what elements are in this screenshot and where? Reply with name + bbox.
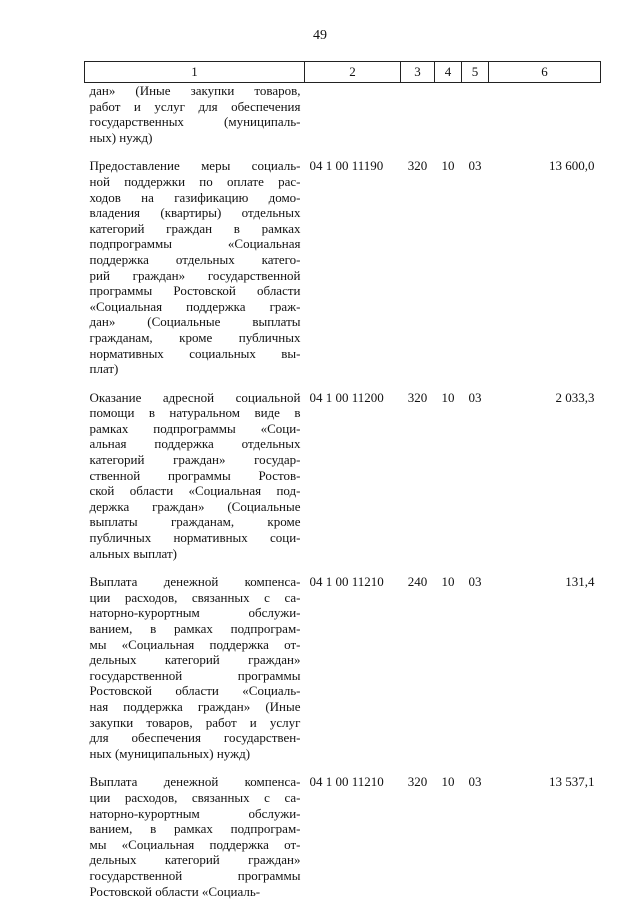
- section-cell: [435, 83, 462, 159]
- subsection-cell: [462, 83, 489, 159]
- expense-type-cell: [401, 83, 435, 159]
- description-line: работ и услуг для обеспечения: [89, 98, 301, 114]
- description-line: публичных нормативных соци-: [89, 530, 301, 546]
- row-description: [85, 390, 305, 575]
- description-line: ской области «Социальная под-: [89, 483, 301, 499]
- description-line: ции расходов, связанных с са-: [89, 589, 301, 605]
- table-row: [85, 574, 601, 774]
- description-line: выплаты гражданам, кроме: [89, 514, 301, 530]
- description-line: альных выплат): [89, 545, 178, 561]
- row-description: [85, 83, 305, 159]
- row-description: [85, 774, 305, 912]
- description-line: мы «Социальная поддержка от-: [89, 636, 301, 652]
- description-line: категорий граждан» государ-: [89, 452, 301, 468]
- subsection-cell: 03: [468, 389, 482, 405]
- description-line: ходов на газификацию домо-: [89, 189, 301, 205]
- description-line: рамках подпрограммы «Соци-: [89, 420, 301, 436]
- column-header-3: 3: [401, 62, 435, 83]
- description-line: ной поддержки по оплате рас-: [89, 173, 301, 189]
- description-line: альная поддержка отдельных: [89, 436, 301, 452]
- amount-cell: [489, 83, 601, 159]
- subsection-cell: 03: [468, 158, 482, 174]
- description-line: поддержка отдельных катего-: [89, 251, 301, 267]
- target-code-cell: 04 1 00 11200: [309, 389, 384, 405]
- expense-type-cell: 320: [407, 774, 428, 790]
- section-cell: 10: [441, 774, 455, 790]
- table-row: [85, 83, 601, 159]
- expense-type-cell: 240: [407, 574, 428, 590]
- table-row: [85, 158, 601, 389]
- description-line: ванием, в рамках подпрограм-: [89, 821, 301, 837]
- table-row: [85, 390, 601, 575]
- description-line: Выплата денежной компенса-: [89, 574, 301, 590]
- description-line: ных) нужд): [89, 129, 153, 145]
- description-line: помощи в натуральном виде в: [89, 405, 301, 421]
- column-header-5: 5: [462, 62, 489, 83]
- target-code-cell: [305, 83, 401, 159]
- description-line: наторно-курортным обслужи-: [89, 805, 301, 821]
- description-line: для обеспечения государствен-: [89, 730, 301, 746]
- table-header-row: [85, 62, 601, 83]
- description-line: подпрограммы «Социальная: [89, 236, 301, 252]
- table-row: [85, 774, 601, 912]
- description-line: дан» (Социальные выплаты: [89, 314, 301, 330]
- row-description: [85, 158, 305, 389]
- description-line: программы Ростовской области: [89, 283, 301, 299]
- section-cell: 10: [441, 158, 455, 174]
- description-line: нормативных социальных вы-: [89, 345, 301, 361]
- budget-table: [84, 61, 601, 912]
- description-line: закупки товаров, работ и услуг: [89, 714, 301, 730]
- description-line: плат): [89, 361, 119, 377]
- description-line: ственной программы Ростов-: [89, 467, 301, 483]
- target-code-cell: 04 1 00 11190: [309, 158, 384, 174]
- description-line: ная поддержка граждан» (Иные: [89, 698, 301, 714]
- amount-cell: 2 033,3: [555, 389, 595, 405]
- description-line: владения (квартиры) отдельных: [89, 205, 301, 221]
- description-line: Ростовской области «Социаль-: [89, 883, 261, 899]
- description-line: гражданам, кроме публичных: [89, 329, 301, 345]
- description-line: Выплата денежной компенса-: [89, 774, 301, 790]
- expense-type-cell: 320: [407, 389, 428, 405]
- target-code-cell: 04 1 00 11210: [309, 774, 384, 790]
- description-line: держка граждан» (Социальные: [89, 498, 301, 514]
- description-line: Оказание адресной социальной: [89, 389, 301, 405]
- expense-type-cell: 320: [407, 158, 428, 174]
- amount-cell: 131,4: [565, 574, 595, 590]
- row-description: [85, 574, 305, 774]
- description-line: дельных категорий граждан»: [89, 652, 301, 668]
- description-line: ции расходов, связанных с са-: [89, 789, 301, 805]
- column-header-1: 1: [85, 62, 305, 83]
- description-line: мы «Социальная поддержка от-: [89, 836, 301, 852]
- description-line: Ростовской области «Социаль-: [89, 683, 301, 699]
- amount-cell: 13 537,1: [549, 774, 595, 790]
- column-header-2: 2: [305, 62, 401, 83]
- amount-cell: 13 600,0: [549, 158, 595, 174]
- description-line: ванием, в рамках подпрограм-: [89, 621, 301, 636]
- target-code-cell: 04 1 00 11210: [309, 574, 384, 590]
- page-number: 49: [313, 28, 327, 43]
- section-cell: 10: [441, 574, 455, 590]
- description-line: дельных категорий граждан»: [89, 852, 301, 868]
- description-line: категорий граждан в рамках: [89, 220, 301, 236]
- description-line: дан» (Иные закупки товаров,: [89, 83, 301, 98]
- section-cell: 10: [441, 389, 455, 405]
- subsection-cell: 03: [468, 774, 482, 790]
- description-line: Предоставление меры социаль-: [89, 158, 301, 174]
- description-line: ных (муниципальных) нужд): [89, 745, 251, 761]
- description-line: наторно-курортным обслужи-: [89, 605, 301, 621]
- description-line: «Социальная поддержка граж-: [89, 298, 301, 314]
- description-line: государственной программы: [89, 667, 301, 683]
- description-line: государственной программы: [89, 867, 301, 883]
- description-line: рий граждан» государственной: [89, 267, 301, 283]
- description-line: государственных (муниципаль-: [89, 114, 301, 130]
- subsection-cell: 03: [468, 574, 482, 590]
- column-header-4: 4: [435, 62, 462, 83]
- column-header-6: 6: [489, 62, 601, 83]
